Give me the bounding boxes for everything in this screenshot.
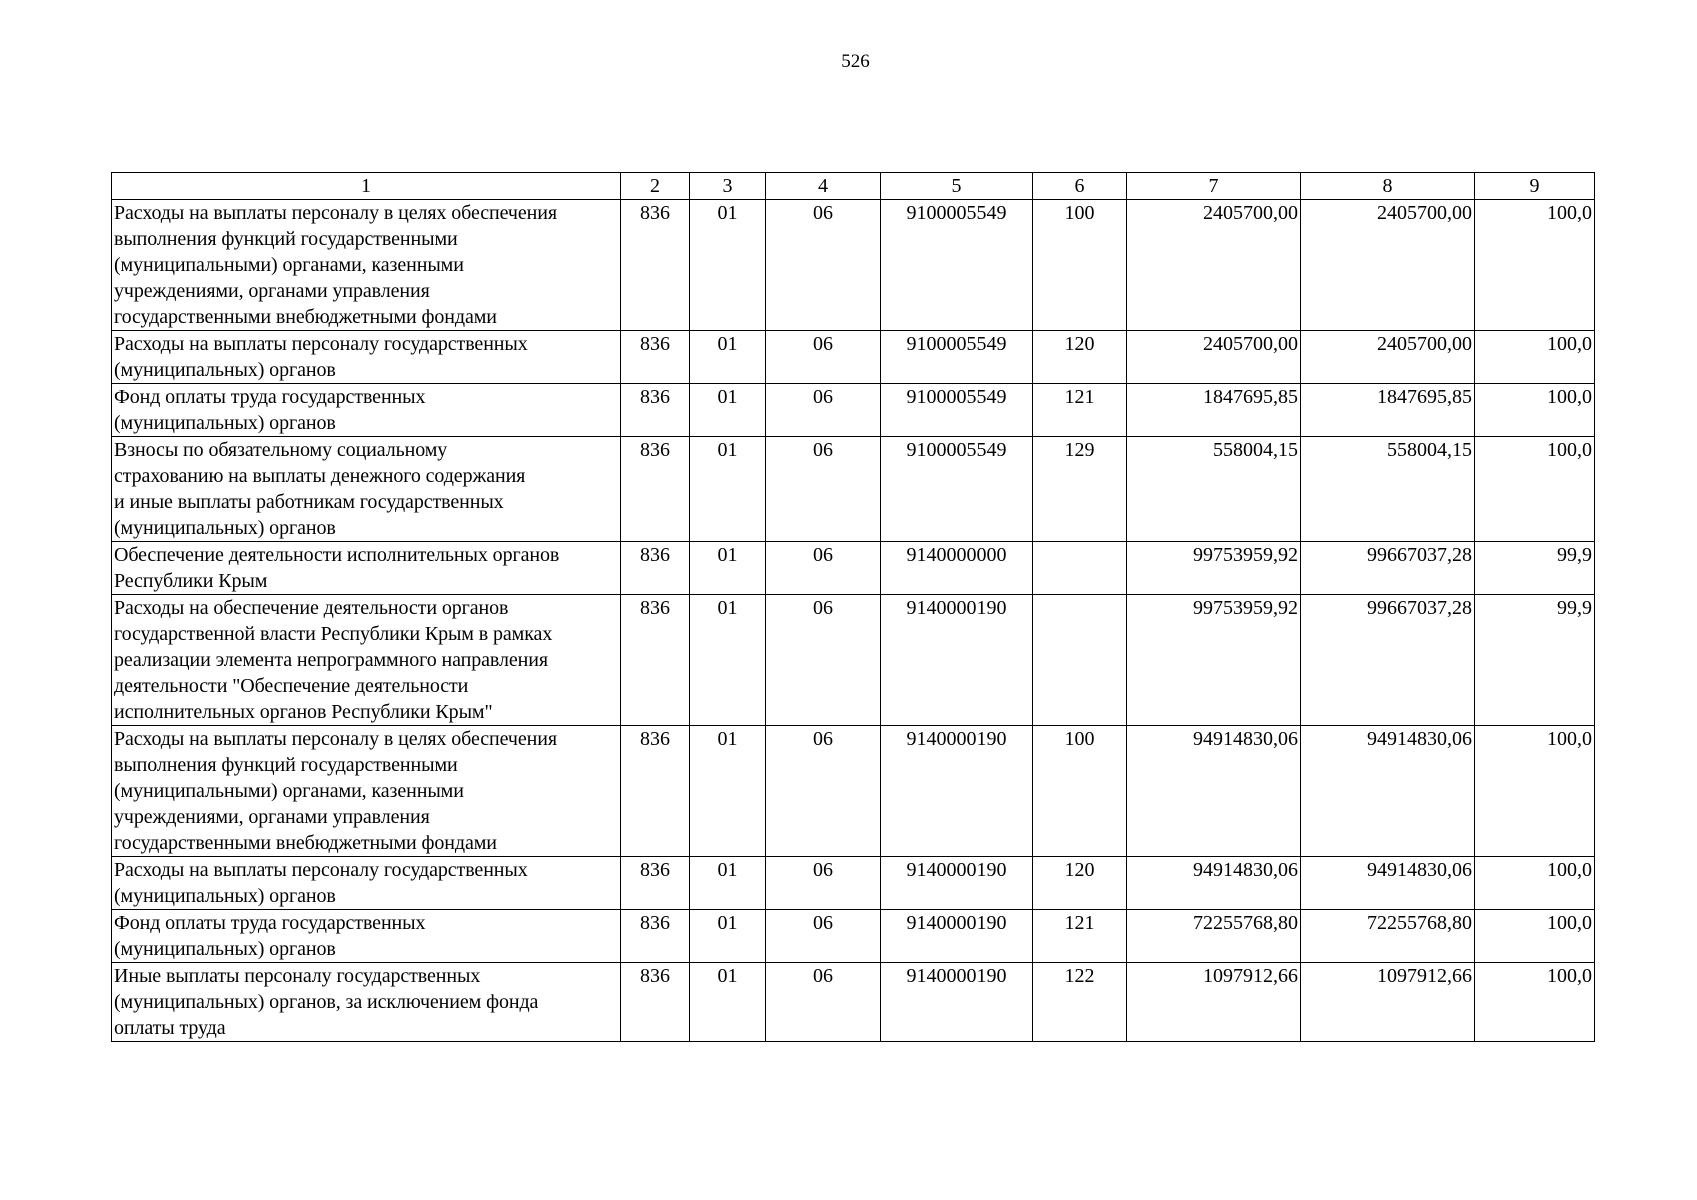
table-row [112, 910, 1595, 963]
row-plan: 2405700,00 [1127, 331, 1301, 384]
table-row [112, 384, 1595, 437]
row-pct: 100,0 [1475, 200, 1595, 331]
row-csr: 9100005549 [881, 437, 1033, 542]
row-pr: 06 [766, 542, 881, 595]
row-ved: 836 [621, 857, 690, 910]
table-row [112, 857, 1595, 910]
row-ved: 836 [621, 726, 690, 857]
row-rz: 01 [690, 200, 766, 331]
row-fact: 99667037,28 [1301, 595, 1475, 726]
row-plan: 1847695,85 [1127, 384, 1301, 437]
row-fact: 2405700,00 [1301, 200, 1475, 331]
row-vr: 121 [1033, 384, 1127, 437]
row-rz: 01 [690, 963, 766, 1042]
row-rz: 01 [690, 331, 766, 384]
row-pr: 06 [766, 437, 881, 542]
row-rz: 01 [690, 542, 766, 595]
header-col-5: 5 [881, 173, 1033, 200]
header-col-7: 7 [1127, 173, 1301, 200]
row-pr: 06 [766, 200, 881, 331]
row-name: Фонд оплаты труда государственных (муниципальных) органов [112, 910, 621, 963]
header-row [112, 173, 1595, 200]
row-plan: 94914830,06 [1127, 857, 1301, 910]
row-name: Расходы на выплаты персоналу государственных (муниципальных) органов [112, 331, 621, 384]
row-pct: 100,0 [1475, 437, 1595, 542]
row-name: Взносы по обязательному социальному страхованию на выплаты денежного содержания и иные выплаты работникам государственных (муниципальных) органов [112, 437, 621, 542]
table-row [112, 542, 1595, 595]
row-vr: 120 [1033, 331, 1127, 384]
table-row [112, 437, 1595, 542]
row-fact: 558004,15 [1301, 437, 1475, 542]
row-vr: 100 [1033, 200, 1127, 331]
row-ved: 836 [621, 963, 690, 1042]
row-csr: 9100005549 [881, 200, 1033, 331]
row-ved: 836 [621, 384, 690, 437]
table-row [112, 331, 1595, 384]
row-vr: 121 [1033, 910, 1127, 963]
row-pct: 100,0 [1475, 726, 1595, 857]
row-ved: 836 [621, 200, 690, 331]
row-plan: 99753959,92 [1127, 542, 1301, 595]
row-pct: 100,0 [1475, 910, 1595, 963]
header-col-9: 9 [1475, 173, 1595, 200]
row-pr: 06 [766, 726, 881, 857]
row-fact: 94914830,06 [1301, 857, 1475, 910]
page-number: 526 [841, 51, 870, 72]
row-csr: 9140000190 [881, 963, 1033, 1042]
row-plan: 99753959,92 [1127, 595, 1301, 726]
row-pr: 06 [766, 857, 881, 910]
row-rz: 01 [690, 384, 766, 437]
row-pr: 06 [766, 384, 881, 437]
row-pct: 100,0 [1475, 963, 1595, 1042]
row-name: Обеспечение деятельности исполнительных органов Республики Крым [112, 542, 621, 595]
budget-table [111, 172, 1595, 1042]
row-ved: 836 [621, 331, 690, 384]
row-ved: 836 [621, 910, 690, 963]
row-fact: 99667037,28 [1301, 542, 1475, 595]
row-pr: 06 [766, 595, 881, 726]
row-rz: 01 [690, 726, 766, 857]
row-vr: 120 [1033, 857, 1127, 910]
row-pct: 99,9 [1475, 542, 1595, 595]
row-fact: 1097912,66 [1301, 963, 1475, 1042]
row-vr: 129 [1033, 437, 1127, 542]
row-plan: 2405700,00 [1127, 200, 1301, 331]
row-pr: 06 [766, 963, 881, 1042]
header-col-3: 3 [690, 173, 766, 200]
header-col-1: 1 [112, 173, 621, 200]
row-pr: 06 [766, 910, 881, 963]
row-vr [1033, 542, 1127, 595]
table-row [112, 200, 1595, 331]
row-pct: 100,0 [1475, 384, 1595, 437]
header-col-2: 2 [621, 173, 690, 200]
header-col-4: 4 [766, 173, 881, 200]
row-vr [1033, 595, 1127, 726]
row-rz: 01 [690, 437, 766, 542]
row-plan: 94914830,06 [1127, 726, 1301, 857]
row-rz: 01 [690, 910, 766, 963]
row-name: Расходы на обеспечение деятельности органов государственной власти Республики Крым в рамках реализации элемента непрограммного направления деятельности "Обеспечение деятельности исполнительных органов Республики Крым" [112, 595, 621, 726]
row-fact: 72255768,80 [1301, 910, 1475, 963]
row-plan: 72255768,80 [1127, 910, 1301, 963]
row-plan: 1097912,66 [1127, 963, 1301, 1042]
header-col-6: 6 [1033, 173, 1127, 200]
row-csr: 9140000000 [881, 542, 1033, 595]
row-pct: 100,0 [1475, 331, 1595, 384]
table-body [112, 200, 1595, 1042]
row-csr: 9140000190 [881, 857, 1033, 910]
row-vr: 100 [1033, 726, 1127, 857]
table-header [112, 173, 1595, 200]
row-csr: 9140000190 [881, 910, 1033, 963]
row-fact: 2405700,00 [1301, 331, 1475, 384]
row-pct: 99,9 [1475, 595, 1595, 726]
row-rz: 01 [690, 595, 766, 726]
row-name: Иные выплаты персоналу государственных (муниципальных) органов, за исключением фонда оплаты труда [112, 963, 621, 1042]
row-csr: 9140000190 [881, 595, 1033, 726]
row-pr: 06 [766, 331, 881, 384]
row-name: Расходы на выплаты персоналу государственных (муниципальных) органов [112, 857, 621, 910]
table-row [112, 963, 1595, 1042]
row-rz: 01 [690, 857, 766, 910]
row-pct: 100,0 [1475, 857, 1595, 910]
row-csr: 9100005549 [881, 331, 1033, 384]
row-csr: 9140000190 [881, 726, 1033, 857]
row-name: Расходы на выплаты персоналу в целях обеспечения выполнения функций государственными (муниципальными) органами, казенными учреждениями, органами управления государственными внебюджетными фондами [112, 726, 621, 857]
row-ved: 836 [621, 437, 690, 542]
row-csr: 9100005549 [881, 384, 1033, 437]
header-col-8: 8 [1301, 173, 1475, 200]
row-fact: 1847695,85 [1301, 384, 1475, 437]
row-name: Фонд оплаты труда государственных (муниципальных) органов [112, 384, 621, 437]
table-row [112, 595, 1595, 726]
row-ved: 836 [621, 542, 690, 595]
row-name: Расходы на выплаты персоналу в целях обеспечения выполнения функций государственными (муниципальными) органами, казенными учреждениями, органами управления государственными внебюджетными фондами [112, 200, 621, 331]
table-row [112, 726, 1595, 857]
row-fact: 94914830,06 [1301, 726, 1475, 857]
row-ved: 836 [621, 595, 690, 726]
row-vr: 122 [1033, 963, 1127, 1042]
row-plan: 558004,15 [1127, 437, 1301, 542]
